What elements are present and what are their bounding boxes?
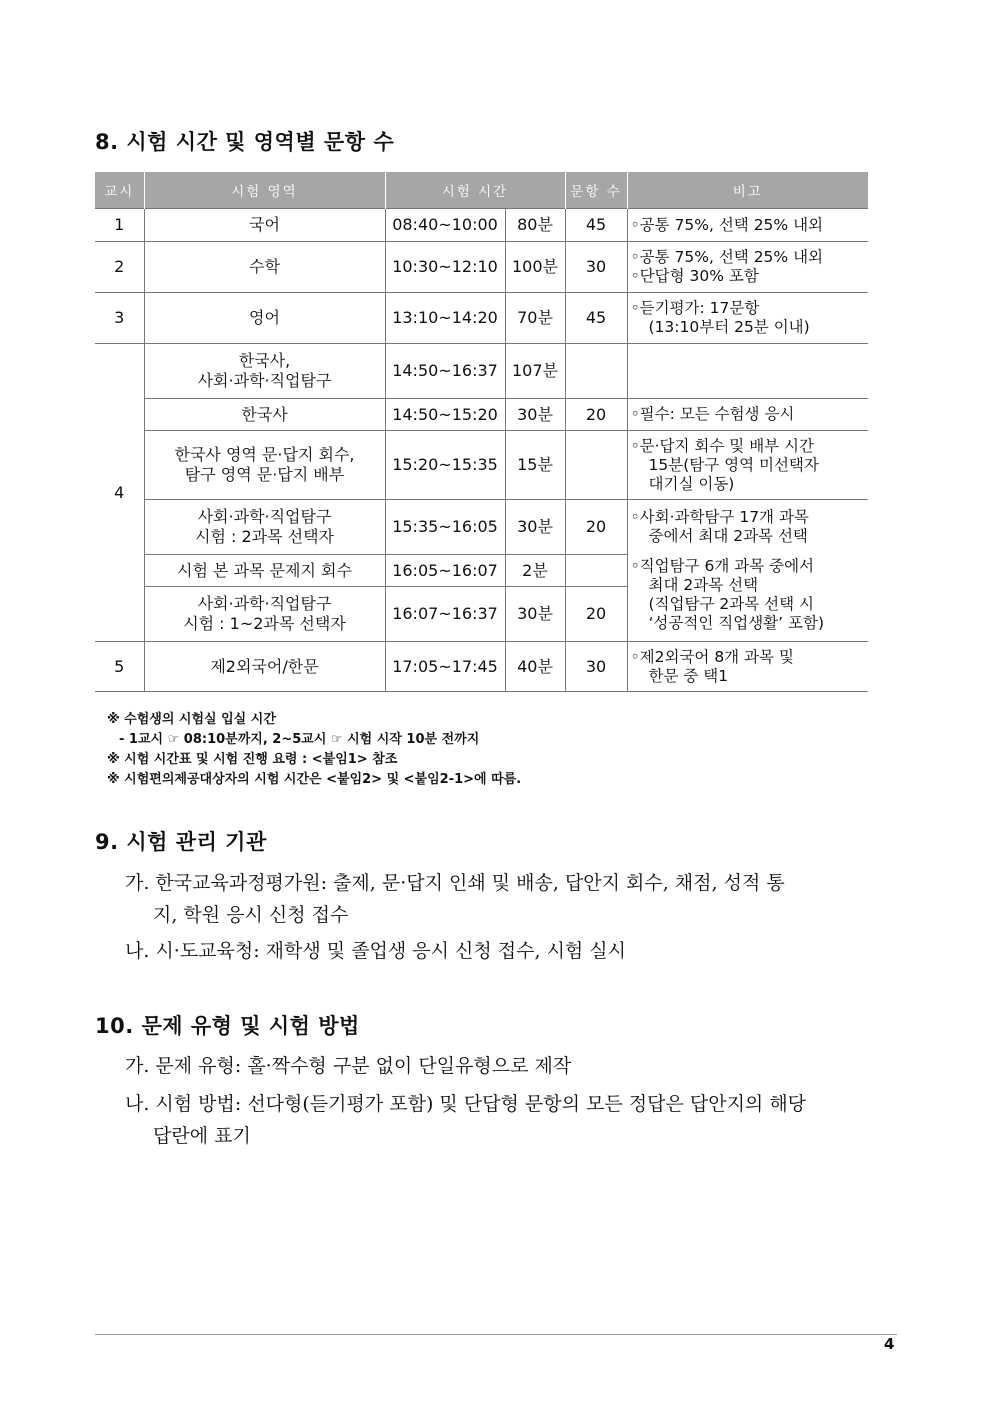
area-cell: 국어: [144, 209, 385, 242]
duration-cell: 40분: [505, 642, 565, 692]
item-line: 가. 한국교육과정평가원: 출제, 문·답지 인쇄 및 배송, 답안지 회수, 채점, 성적 통: [125, 872, 785, 894]
duration-cell: 100분: [505, 242, 565, 293]
time-cell: 08:40~10:00: [385, 209, 505, 242]
note-line: (직업탐구 2과목 선택 시: [648, 594, 814, 613]
table-row: [95, 642, 868, 692]
duration-cell: 80분: [505, 209, 565, 242]
duration-cell: 70분: [505, 293, 565, 344]
area-cell: 시험 본 과목 문제지 회수: [144, 555, 385, 587]
count-cell: 20: [565, 399, 627, 431]
time-cell: 14:50~16:37: [385, 344, 505, 399]
area-cell: 영어: [144, 293, 385, 344]
item-line: 나. 시험 방법: 선다형(듣기평가 포함) 및 단답형 문항의 모든 정답은 답안지의 해당: [125, 1093, 807, 1115]
item-line: 나. 시·도교육청: 재학생 및 졸업생 응시 신청 접수, 시험 실시: [125, 940, 627, 962]
note-line: ◦문·답지 회수 및 배부 시간: [630, 436, 815, 455]
note-line: ‘성공적인 직업생활’ 포함): [648, 613, 824, 632]
area-line: 사회·과학·직업탐구: [197, 507, 332, 526]
list-item: [125, 935, 626, 967]
item-line: 답란에 표기: [153, 1125, 251, 1147]
footnote: ※ 시험편의제공대상자의 시험 시간은 <붙임2> 및 <붙임2-1>에 따름.: [107, 772, 522, 787]
note-line: 15분(탐구 영역 미선택자: [648, 455, 819, 474]
page-number: 4: [884, 1335, 895, 1353]
period-cell: 2: [95, 242, 144, 293]
time-cell: 14:50~15:20: [385, 399, 505, 431]
note-line: 한문 중 택1: [648, 666, 729, 685]
list-item: [125, 1050, 571, 1082]
duration-cell: 15분: [505, 431, 565, 500]
count-cell: 20: [565, 500, 627, 555]
area-cell: 수학: [144, 242, 385, 293]
duration-cell: 30분: [505, 399, 565, 431]
section-9-title: 9. 시험 관리 기관: [95, 830, 267, 854]
header-period: 교시: [95, 172, 144, 209]
count-cell: [565, 431, 627, 500]
footnote: ※ 시험 시간표 및 시험 진행 요령 : <붙임1> 참조: [107, 752, 398, 767]
note-line: ◦듣기평가: 17문항: [630, 299, 760, 317]
note-cell: [627, 344, 868, 399]
area-cell: [144, 431, 385, 500]
count-cell: 30: [565, 642, 627, 692]
area-line: 한국사 영역 문·답지 회수,: [174, 445, 355, 464]
time-cell: 15:20~15:35: [385, 431, 505, 500]
area-cell: [144, 344, 385, 399]
area-line: 사회·과학·직업탐구: [197, 371, 332, 390]
note-cell: [627, 500, 868, 555]
note-line: 대기실 이동): [648, 474, 735, 493]
table-row: [95, 399, 868, 431]
note-line: ◦직업탐구 6개 과목 중에서: [630, 556, 815, 575]
note-cell: [627, 642, 868, 692]
item-line: 지, 학원 응시 신청 접수: [153, 904, 349, 926]
time-cell: 16:05~16:07: [385, 555, 505, 587]
table-row: [95, 344, 868, 399]
header-count: 문항 수: [565, 172, 627, 209]
note-cell: [627, 293, 868, 344]
area-line: 시험 : 2과목 선택자: [194, 527, 335, 546]
duration-cell: 2분: [505, 555, 565, 587]
table-row: [95, 242, 868, 293]
table-row: [95, 209, 868, 242]
area-line: 사회·과학·직업탐구: [197, 594, 332, 613]
footnote: ※ 수험생의 시험실 입실 시간: [107, 712, 276, 727]
time-cell: 16:07~16:37: [385, 587, 505, 642]
period-cell: 1: [95, 209, 144, 242]
header-time: 시험 시간: [385, 172, 565, 209]
count-cell: 30: [565, 242, 627, 293]
period-cell: 4: [95, 344, 144, 642]
note-line: ◦공통 75%, 선택 25% 내외: [630, 248, 824, 266]
header-area: 시험 영역: [144, 172, 385, 209]
duration-cell: 107분: [505, 344, 565, 399]
count-cell: 45: [565, 293, 627, 344]
area-line: 한국사,: [238, 351, 291, 370]
table-row: [95, 555, 868, 587]
list-item: [125, 867, 897, 931]
time-cell: 10:30~12:10: [385, 242, 505, 293]
count-cell: [565, 344, 627, 399]
item-line: 가. 문제 유형: 홀·짝수형 구분 없이 단일유형으로 제작: [125, 1055, 572, 1077]
area-line: 시험 : 1~2과목 선택자: [183, 614, 346, 633]
table-footnotes: [107, 710, 521, 790]
note-cell: [627, 555, 868, 642]
footer-divider: [95, 1334, 897, 1335]
period-cell: 3: [95, 293, 144, 344]
duration-cell: 30분: [505, 587, 565, 642]
table-row: [95, 500, 868, 555]
list-item: [125, 1088, 897, 1152]
note-cell: ◦필수: 모든 수험생 응시: [627, 399, 868, 431]
area-cell: 제2외국어/한문: [144, 642, 385, 692]
note-line: (13:10부터 25분 이내): [648, 318, 810, 336]
note-line: ◦사회·과학탐구 17개 과목: [630, 508, 809, 527]
section-10-title: 10. 문제 유형 및 시험 방법: [95, 1014, 360, 1038]
section-8-title: 8. 시험 시간 및 영역별 문항 수: [95, 130, 395, 154]
table-header-row: [95, 172, 868, 209]
count-cell: 45: [565, 209, 627, 242]
count-cell: 20: [565, 587, 627, 642]
area-cell: [144, 587, 385, 642]
note-cell: [627, 431, 868, 500]
note-line: ◦단답형 30% 포함: [630, 267, 759, 285]
table-row: [95, 293, 868, 344]
area-line: 탐구 영역 문·답지 배부: [184, 465, 345, 484]
note-line: 중에서 최대 2과목 선택: [648, 527, 808, 546]
count-cell: [565, 555, 627, 587]
exam-schedule-table: [95, 172, 868, 692]
period-cell: 5: [95, 642, 144, 692]
header-note: 비고: [627, 172, 868, 209]
area-cell: [144, 500, 385, 555]
area-cell: 한국사: [144, 399, 385, 431]
note-cell: [627, 242, 868, 293]
note-line: 최대 2과목 선택: [648, 575, 759, 594]
time-cell: 15:35~16:05: [385, 500, 505, 555]
time-cell: 17:05~17:45: [385, 642, 505, 692]
note-cell: ◦공통 75%, 선택 25% 내외: [627, 209, 868, 242]
table-row: [95, 431, 868, 500]
duration-cell: 30분: [505, 500, 565, 555]
footnote: - 1교시 ☞ 08:10분까지, 2~5교시 ☞ 시험 시작 10분 전까지: [119, 732, 480, 747]
note-line: ◦제2외국어 8개 과목 및: [630, 647, 794, 666]
time-cell: 13:10~14:20: [385, 293, 505, 344]
